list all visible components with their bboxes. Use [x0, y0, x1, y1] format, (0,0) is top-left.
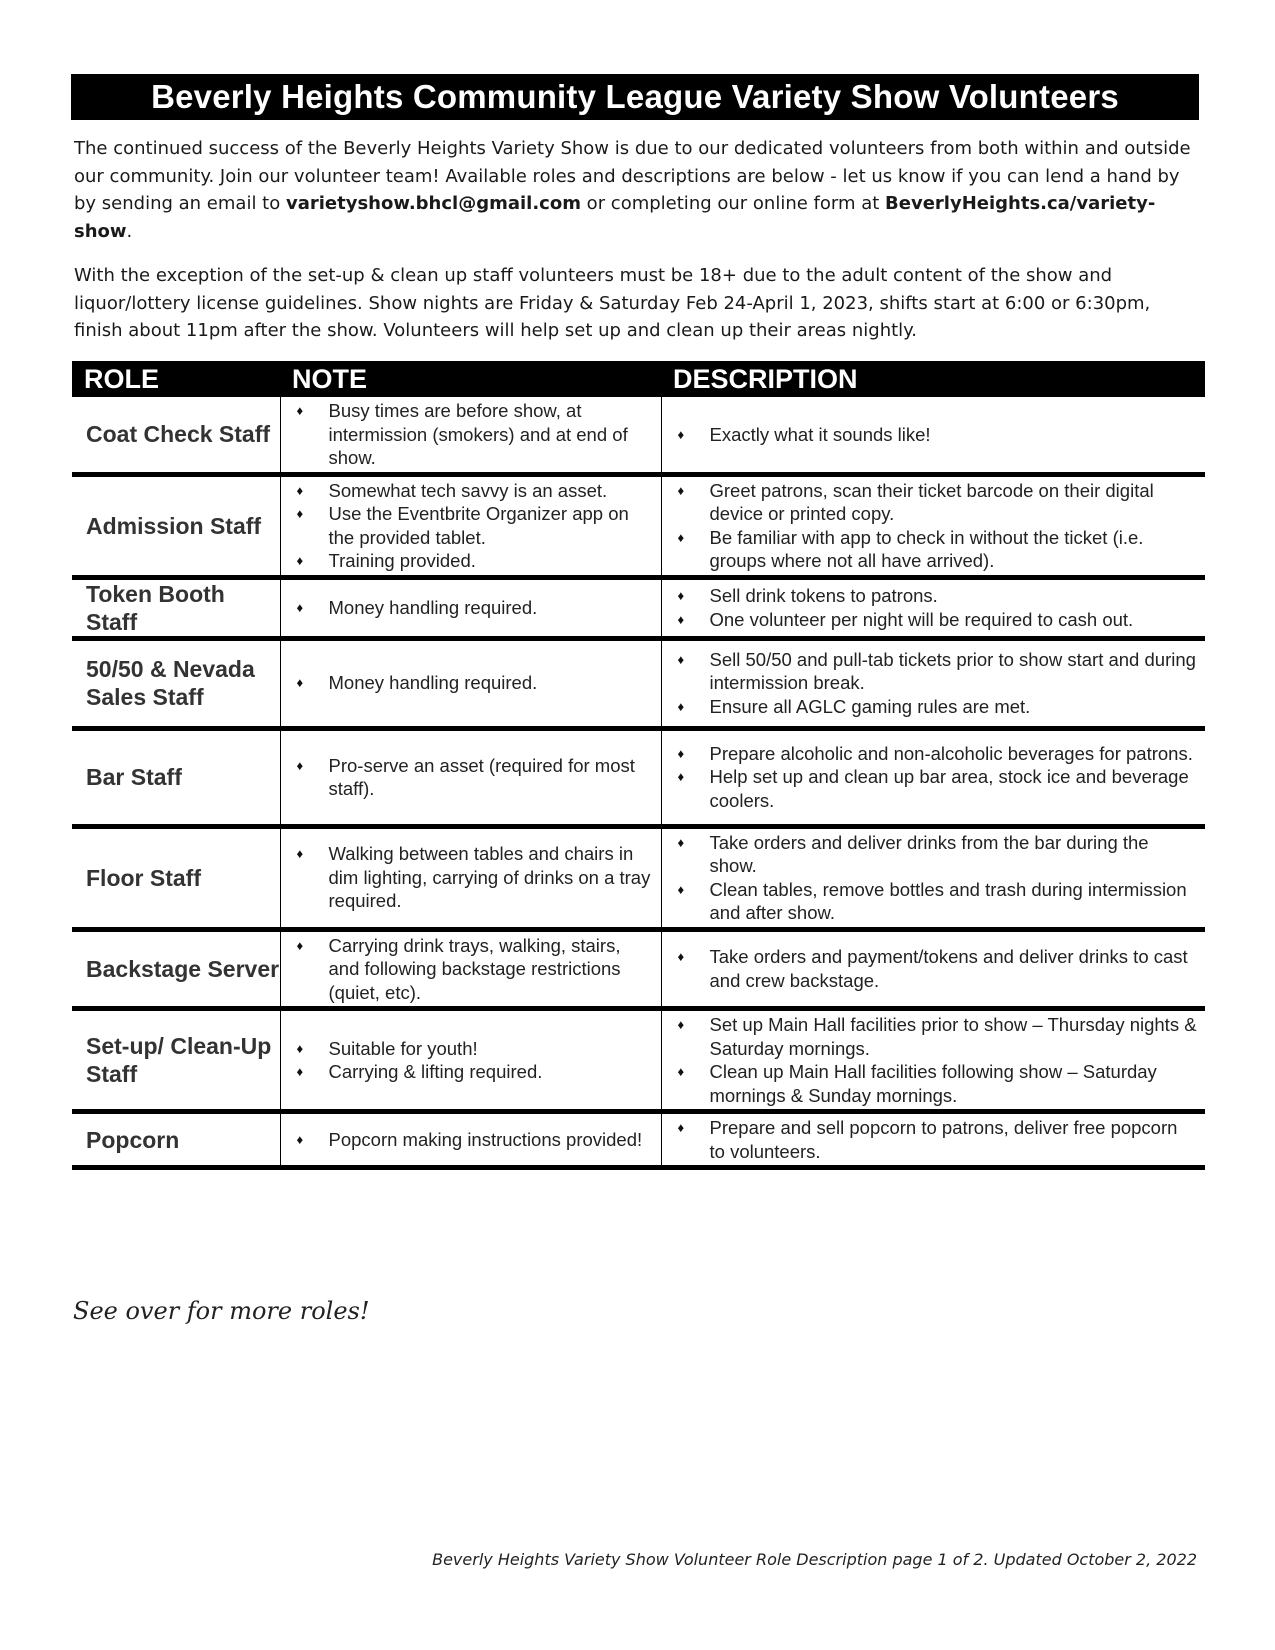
role-description-cell	[661, 826, 1205, 929]
description-item: ♦ Greet patrons, scan their ticket barcode on their digital device or printed copy.	[674, 479, 1198, 526]
page-title: Beverly Heights Community League Variety Show Volunteers	[71, 74, 1199, 120]
roles-table	[72, 361, 1205, 1170]
role-note-cell	[280, 826, 661, 929]
see-over-note: See over for more roles!	[73, 1297, 370, 1325]
description-list	[662, 943, 1206, 994]
note-item: ♦ Money handling required.	[293, 671, 653, 695]
contact-email: varietyshow.bhcl@gmail.com	[285, 193, 581, 214]
role-note-cell	[280, 397, 661, 474]
role-name: Bar Staff	[72, 728, 280, 826]
role-note-cell	[280, 929, 661, 1009]
role-description-cell	[661, 728, 1205, 826]
table-row	[72, 826, 1205, 929]
role-description-cell	[661, 929, 1205, 1009]
note-item: ♦ Use the Eventbrite Organizer app on the provided tablet.	[293, 502, 653, 549]
role-note-cell	[280, 1112, 661, 1168]
note-list	[281, 669, 661, 697]
description-list	[662, 829, 1206, 927]
description-item: ♦ Take orders and deliver drinks from the bar during the show.	[674, 831, 1198, 878]
note-list	[281, 594, 661, 622]
role-description-cell	[661, 1112, 1205, 1168]
note-list	[281, 477, 661, 575]
table-row	[72, 397, 1205, 474]
description-list	[662, 646, 1206, 721]
table-row	[72, 1009, 1205, 1112]
note-item: ♦ Walking between tables and chairs in dim lighting, carrying of drinks on a tray required.	[293, 842, 653, 913]
description-item: ♦ Clean tables, remove bottles and trash during intermission and after show.	[674, 878, 1198, 925]
role-name: Token Booth Staff	[72, 577, 280, 638]
header-role: ROLE	[72, 361, 280, 397]
description-item: ♦ Ensure all AGLC gaming rules are met.	[674, 695, 1198, 719]
table-row	[72, 638, 1205, 728]
description-item: ♦ Be familiar with app to check in without the ticket (i.e. groups where not all have arrived).	[674, 526, 1198, 573]
role-name: Floor Staff	[72, 826, 280, 929]
role-description-cell	[661, 1009, 1205, 1112]
description-list	[662, 477, 1206, 575]
intro-paragraph-2	[74, 262, 1204, 345]
role-note-cell	[280, 1009, 661, 1112]
description-item: ♦ Sell 50/50 and pull-tab tickets prior to show start and during intermission break.	[674, 648, 1198, 695]
intro-text: With the exception of the set-up & clean up staff volunteers must be 18+ due to the adult content of the show and liquor/lottery license guidelines. Show nights are Friday & Saturday Feb 24-April 1, 2023, shifts start at 6:00 or 6:30pm, finish about 11pm after the show. Volunteers will help set up and clean up their areas nightly.	[74, 265, 1151, 341]
table-row	[72, 474, 1205, 577]
note-list	[281, 932, 661, 1007]
description-list	[662, 1011, 1206, 1109]
description-item: ♦ One volunteer per night will be required to cash out.	[674, 608, 1198, 632]
role-name: Admission Staff	[72, 474, 280, 577]
note-item: ♦ Money handling required.	[293, 596, 653, 620]
description-item: ♦ Help set up and clean up bar area, stock ice and beverage coolers.	[674, 765, 1198, 812]
description-item: ♦ Clean up Main Hall facilities following show – Saturday mornings & Sunday mornings.	[674, 1060, 1198, 1107]
role-note-cell	[280, 728, 661, 826]
note-item: ♦ Suitable for youth!	[293, 1037, 653, 1061]
note-item: ♦ Training provided.	[293, 549, 653, 573]
intro-text: .	[126, 220, 133, 242]
table-row	[72, 728, 1205, 826]
note-item: ♦ Carrying & lifting required.	[293, 1060, 653, 1084]
role-description-cell	[661, 397, 1205, 474]
description-item: ♦ Prepare and sell popcorn to patrons, deliver free popcorn to volunteers.	[674, 1116, 1198, 1163]
description-item: ♦ Exactly what it sounds like!	[674, 423, 1198, 447]
intro-text: The continued success of the Beverly Heights Variety Show is due to our dedicated volunteers from both within and outside our community. Join our volunteer team! Available roles and descriptions are below - let us know if you can lend a hand by by sending an email to	[74, 138, 1191, 214]
role-description-cell	[661, 577, 1205, 638]
table-row	[72, 577, 1205, 638]
note-item: ♦ Busy times are before show, at intermission (smokers) and at end of show.	[293, 399, 653, 470]
note-item: ♦ Popcorn making instructions provided!	[293, 1128, 653, 1152]
role-note-cell	[280, 577, 661, 638]
page-footer: Beverly Heights Variety Show Volunteer Role Description page 1 of 2. Updated October 2, 2022	[432, 1550, 1197, 1569]
description-list	[662, 582, 1206, 633]
note-list	[281, 840, 661, 915]
note-list	[281, 1126, 661, 1154]
role-name: Set-up/ Clean-Up Staff	[72, 1009, 280, 1112]
intro-text: or completing our online form at	[580, 193, 886, 214]
role-description-cell	[661, 474, 1205, 577]
role-description-cell	[661, 638, 1205, 728]
description-item: ♦ Take orders and payment/tokens and deliver drinks to cast and crew backstage.	[674, 945, 1198, 992]
description-list	[662, 740, 1206, 815]
note-item: ♦ Carrying drink trays, walking, stairs, and following backstage restrictions (quiet, etc).	[293, 934, 653, 1005]
note-list	[281, 397, 661, 472]
description-item: ♦ Sell drink tokens to patrons.	[674, 584, 1198, 608]
role-name: 50/50 & Nevada Sales Staff	[72, 638, 280, 728]
intro-paragraph-1	[74, 135, 1204, 245]
table-row	[72, 929, 1205, 1009]
header-description: DESCRIPTION	[661, 361, 1205, 397]
note-list	[281, 1035, 661, 1086]
table-header-row	[72, 361, 1205, 397]
role-name: Popcorn	[72, 1112, 280, 1168]
online-form-url: BeverlyHeights.ca/variety-show	[74, 193, 1156, 242]
role-note-cell	[280, 638, 661, 728]
note-item: ♦ Somewhat tech savvy is an asset.	[293, 479, 653, 503]
role-note-cell	[280, 474, 661, 577]
description-item: ♦ Prepare alcoholic and non-alcoholic beverages for patrons.	[674, 742, 1198, 766]
description-list	[662, 1114, 1206, 1165]
description-list	[662, 421, 1206, 449]
role-name: Coat Check Staff	[72, 397, 280, 474]
header-note: NOTE	[280, 361, 661, 397]
role-name: Backstage Server	[72, 929, 280, 1009]
note-item: ♦ Pro-serve an asset (required for most staff).	[293, 754, 653, 801]
table-row	[72, 1112, 1205, 1168]
note-list	[281, 752, 661, 803]
description-item: ♦ Set up Main Hall facilities prior to show – Thursday nights & Saturday mornings.	[674, 1013, 1198, 1060]
